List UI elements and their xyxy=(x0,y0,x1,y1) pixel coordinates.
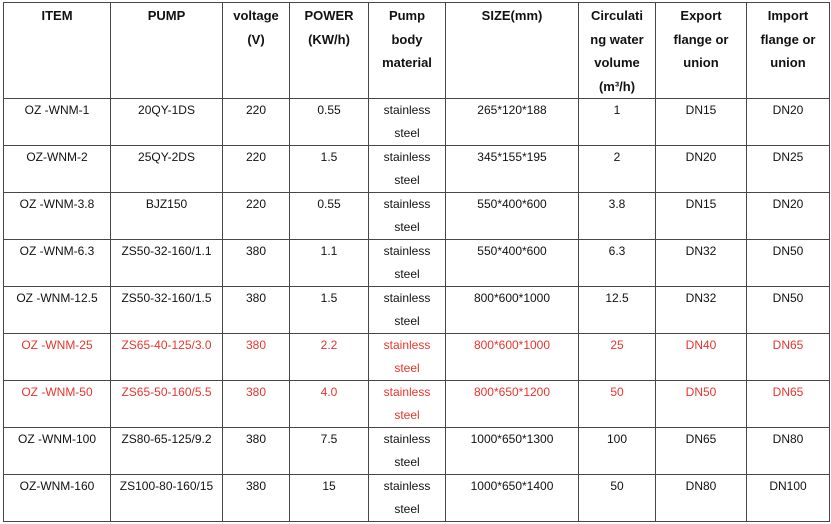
cell-size: 800*600*1000 xyxy=(446,287,579,334)
cell-export: DN65 xyxy=(656,428,747,475)
header-power xyxy=(290,3,369,99)
cell-voltage: 380 xyxy=(223,475,290,522)
cell-voltage: 380 xyxy=(223,381,290,428)
table-row xyxy=(4,193,830,240)
cell-import: DN25 xyxy=(747,146,830,193)
table-row xyxy=(4,287,830,334)
cell-item: OZ -WNM-50 xyxy=(4,381,111,428)
cell-size: 1000*650*1300 xyxy=(446,428,579,475)
cell-power: 2.2 xyxy=(290,334,369,381)
header-row xyxy=(4,3,830,99)
cell-pump: ZS100-80-160/15 xyxy=(111,475,223,522)
cell-import: DN20 xyxy=(747,193,830,240)
cell-size: 345*155*195 xyxy=(446,146,579,193)
cell-import: DN80 xyxy=(747,428,830,475)
cell-item: OZ-WNM-160 xyxy=(4,475,111,522)
header-material-line-3: material xyxy=(382,55,432,71)
table-row xyxy=(4,334,830,381)
cell-power: 1.5 xyxy=(290,146,369,193)
header-power-unit: (KW/h) xyxy=(308,31,350,47)
cell-voltage: 380 xyxy=(223,428,290,475)
cell-material: stainless steel xyxy=(369,146,446,193)
header-item-label: ITEM xyxy=(41,8,73,23)
cell-import: DN65 xyxy=(747,334,830,381)
cell-import: DN100 xyxy=(747,475,830,522)
cell-pump: 20QY-1DS xyxy=(111,99,223,146)
header-import-line-1: Import xyxy=(767,8,809,23)
cell-material: stainless steel xyxy=(369,193,446,240)
cell-water-volume: 2 xyxy=(579,146,656,193)
header-material-line-1: Pump xyxy=(388,8,426,23)
cell-export: DN80 xyxy=(656,475,747,522)
cell-voltage: 220 xyxy=(223,193,290,240)
spec-table xyxy=(3,2,830,522)
cell-power: 7.5 xyxy=(290,428,369,475)
cell-export: DN20 xyxy=(656,146,747,193)
cell-export: DN15 xyxy=(656,193,747,240)
header-water-volume-line-3: volume xyxy=(594,55,640,71)
cell-import: DN20 xyxy=(747,99,830,146)
cell-water-volume: 6.3 xyxy=(579,240,656,287)
cell-pump: ZS65-40-125/3.0 xyxy=(111,334,223,381)
cell-voltage: 380 xyxy=(223,334,290,381)
cell-size: 265*120*188 xyxy=(446,99,579,146)
cell-material: stainless steel xyxy=(369,240,446,287)
cell-pump: BJZ150 xyxy=(111,193,223,240)
cell-item: OZ -WNM-25 xyxy=(4,334,111,381)
cell-material: stainless steel xyxy=(369,99,446,146)
cell-water-volume: 1 xyxy=(579,99,656,146)
header-material-line-2: body xyxy=(391,31,423,47)
cell-water-volume: 25 xyxy=(579,334,656,381)
header-size-label: SIZE(mm) xyxy=(481,8,543,23)
header-water-volume-line-1: Circulati xyxy=(590,8,643,23)
header-import xyxy=(747,3,830,99)
cell-item: OZ -WNM-6.3 xyxy=(4,240,111,287)
cell-import: DN50 xyxy=(747,240,830,287)
cell-size: 550*400*600 xyxy=(446,193,579,240)
header-water-volume-line-2: ng water xyxy=(590,31,644,47)
table-row xyxy=(4,428,830,475)
table-row xyxy=(4,99,830,146)
cell-water-volume: 100 xyxy=(579,428,656,475)
cell-pump: ZS80-65-125/9.2 xyxy=(111,428,223,475)
cell-import: DN65 xyxy=(747,381,830,428)
cell-voltage: 380 xyxy=(223,287,290,334)
header-size xyxy=(446,3,579,99)
cell-export: DN32 xyxy=(656,240,747,287)
cell-item: OZ -WNM-12.5 xyxy=(4,287,111,334)
header-item xyxy=(4,3,111,99)
header-export xyxy=(656,3,747,99)
cell-size: 550*400*600 xyxy=(446,240,579,287)
table-row xyxy=(4,146,830,193)
header-export-line-2: flange or xyxy=(673,31,729,47)
cell-voltage: 380 xyxy=(223,240,290,287)
cell-item: OZ -WNM-1 xyxy=(4,99,111,146)
cell-water-volume: 50 xyxy=(579,381,656,428)
cell-export: DN32 xyxy=(656,287,747,334)
cell-material: stainless steel xyxy=(369,381,446,428)
cell-import: DN50 xyxy=(747,287,830,334)
cell-item: OZ-WNM-2 xyxy=(4,146,111,193)
cell-export: DN15 xyxy=(656,99,747,146)
header-export-line-1: Export xyxy=(680,8,722,23)
header-voltage xyxy=(223,3,290,99)
header-import-line-2: flange or xyxy=(760,31,816,47)
header-power-label: POWER xyxy=(304,8,354,23)
cell-export: DN50 xyxy=(656,381,747,428)
cell-item: OZ -WNM-100 xyxy=(4,428,111,475)
cell-water-volume: 12.5 xyxy=(579,287,656,334)
cell-power: 4.0 xyxy=(290,381,369,428)
cell-power: 0.55 xyxy=(290,193,369,240)
cell-water-volume: 3.8 xyxy=(579,193,656,240)
table-row xyxy=(4,475,830,522)
table-row xyxy=(4,240,830,287)
cell-material: stainless steel xyxy=(369,287,446,334)
cell-power: 15 xyxy=(290,475,369,522)
cell-size: 800*600*1000 xyxy=(446,334,579,381)
cell-size: 1000*650*1400 xyxy=(446,475,579,522)
cell-pump: ZS50-32-160/1.5 xyxy=(111,287,223,334)
header-voltage-label: voltage xyxy=(233,8,279,23)
cell-pump: ZS65-50-160/5.5 xyxy=(111,381,223,428)
cell-voltage: 220 xyxy=(223,146,290,193)
cell-size: 800*650*1200 xyxy=(446,381,579,428)
header-pump xyxy=(111,3,223,99)
header-pump-label: PUMP xyxy=(147,8,186,23)
cell-material: stainless steel xyxy=(369,475,446,522)
cell-voltage: 220 xyxy=(223,99,290,146)
header-material xyxy=(369,3,446,99)
cell-power: 1.5 xyxy=(290,287,369,334)
header-export-line-3: union xyxy=(683,55,719,71)
table-row xyxy=(4,381,830,428)
cell-water-volume: 50 xyxy=(579,475,656,522)
cell-material: stainless steel xyxy=(369,428,446,475)
cell-material: stainless steel xyxy=(369,334,446,381)
cell-pump: ZS50-32-160/1.1 xyxy=(111,240,223,287)
header-voltage-unit: (V) xyxy=(247,31,265,47)
cell-pump: 25QY-2DS xyxy=(111,146,223,193)
cell-power: 0.55 xyxy=(290,99,369,146)
cell-power: 1.1 xyxy=(290,240,369,287)
header-water-volume xyxy=(579,3,656,99)
cell-item: OZ -WNM-3.8 xyxy=(4,193,111,240)
header-import-line-3: union xyxy=(770,55,806,71)
header-water-volume-unit: (m³/h) xyxy=(598,78,636,94)
cell-export: DN40 xyxy=(656,334,747,381)
